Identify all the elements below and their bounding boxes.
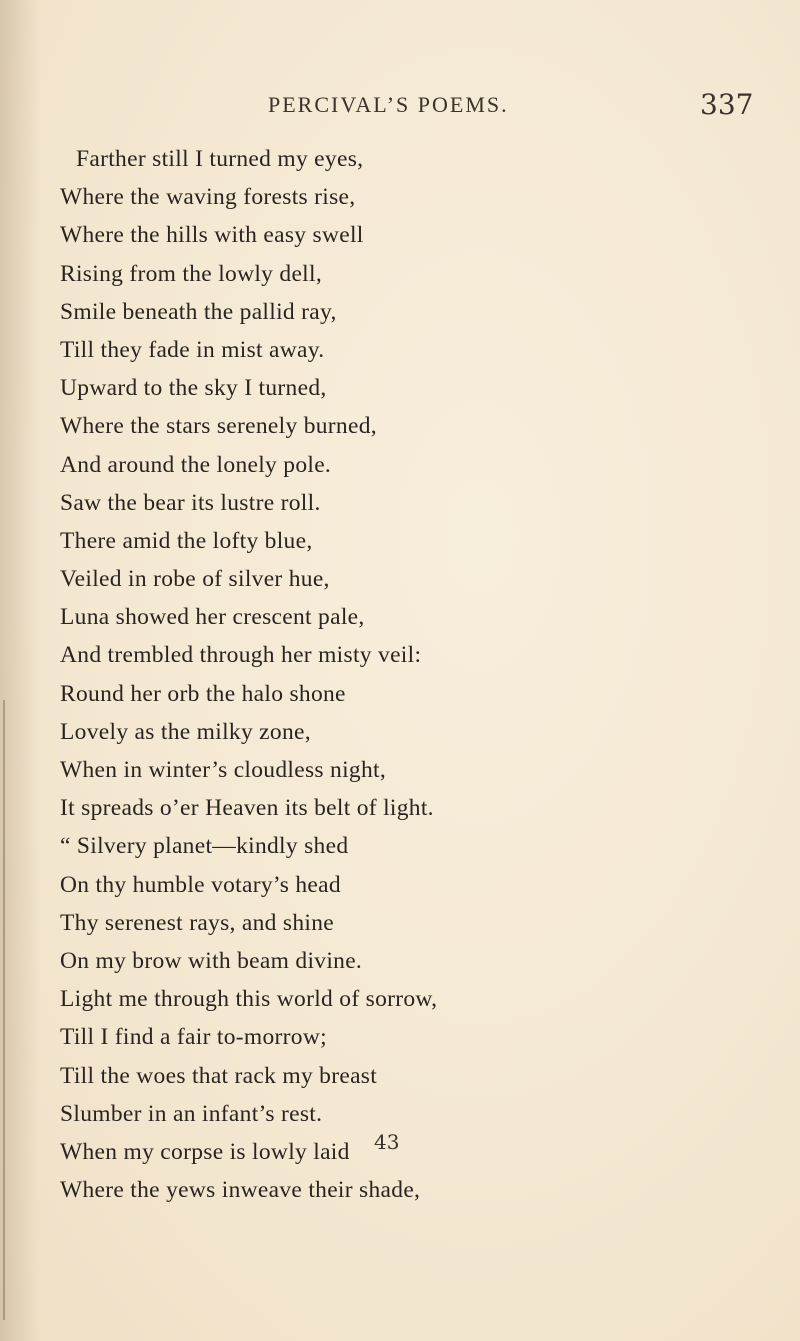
signature-mark: 43 — [374, 1130, 400, 1154]
poem-line: Upward to the sky I turned, — [60, 375, 327, 402]
poem-line: On thy humble votary’s head — [60, 871, 341, 898]
poem-line: Luna showed her crescent pale, — [60, 604, 365, 631]
poem-line: Where the stars serenely burned, — [60, 413, 377, 440]
poem-line: Saw the bear its lustre roll. — [60, 489, 321, 516]
poem-line: It spreads o’er Heaven its belt of light. — [60, 795, 434, 822]
poem-text — [60, 140, 790, 1209]
poem-line: Where the yews inweave their shade, — [60, 1177, 421, 1204]
poem-line: Lovely as the milky zone, — [60, 718, 311, 745]
running-header-title: PERCIVAL’S POEMS. — [268, 92, 509, 117]
page-gutter-shadow — [0, 0, 40, 1341]
poem-line: And trembled through her misty veil: — [60, 642, 422, 669]
poem-line: And around the lonely pole. — [60, 451, 332, 478]
poem-line: Till the woes that rack my breast — [60, 1062, 378, 1089]
poem-line: Thy serenest rays, and shine — [60, 909, 335, 936]
poem-line: Till they fade in mist away. — [60, 336, 325, 363]
poem-line: On my brow with beam divine. — [60, 947, 363, 974]
running-header — [0, 88, 800, 124]
poem-line: “ Silvery planet—kindly shed — [60, 833, 349, 860]
poem-line: When in winter’s cloudless night, — [60, 757, 387, 783]
poem-line: Smile beneath the pallid ray, — [60, 298, 337, 325]
poem-line: Where the hills with easy swell — [60, 222, 364, 249]
poem-line: Farther still I turned my eyes, — [76, 146, 364, 172]
poem-line: Where the waving forests rise, — [60, 184, 356, 211]
poem-line: There amid the lofty blue, — [60, 527, 313, 554]
gutter-edge-line — [3, 700, 5, 1320]
poem-line: Rising from the lowly dell, — [60, 260, 323, 287]
poem-line: Light me through this world of sorrow, — [60, 986, 438, 1013]
poem-line: Round her orb the halo shone — [60, 680, 346, 707]
poem-line: When my corpse is lowly laid — [60, 1138, 350, 1165]
page-number: 337 — [700, 88, 754, 121]
poem-line: Till I find a fair to-morrow; — [60, 1024, 327, 1051]
poem-line: Slumber in an infant’s rest. — [60, 1100, 323, 1127]
poem-line: Veiled in robe of silver hue, — [60, 566, 330, 593]
